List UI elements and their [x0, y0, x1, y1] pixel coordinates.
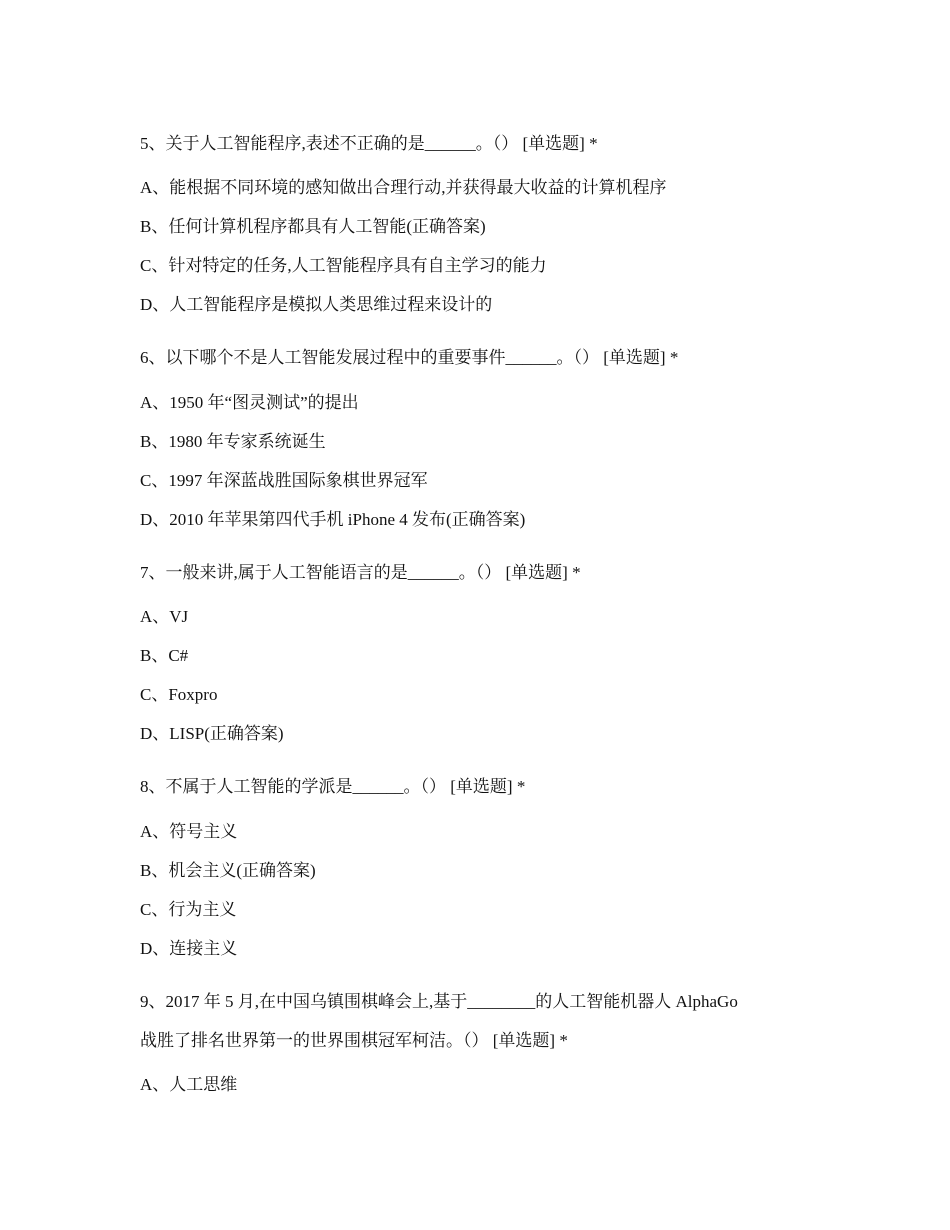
question-7-option-a: A、VJ — [140, 607, 189, 626]
question-8-option-a: A、符号主义 — [140, 822, 238, 841]
question-7-option-b: B、C# — [140, 646, 189, 665]
question-9-title-line-2: 战胜了排名世界第一的世界围棋冠军柯洁。（） [单选题] * — [140, 1031, 568, 1050]
question-5-option-c: C、针对特定的任务,人工智能程序具有自主学习的能力 — [140, 256, 547, 275]
question-8-option-c: C、行为主义 — [140, 900, 237, 919]
question-6-title: 6、以下哪个不是人工智能发展过程中的重要事件______。（） [单选题] * — [140, 348, 679, 367]
question-9-option-a: A、人工思维 — [140, 1075, 238, 1094]
question-6-option-a: A、1950 年“图灵测试”的提出 — [140, 393, 359, 412]
question-6-option-b: B、1980 年专家系统诞生 — [140, 432, 326, 451]
question-7-option-d: D、LISP(正确答案) — [140, 724, 284, 743]
question-5-title: 5、关于人工智能程序,表述不正确的是______。（） [单选题] * — [140, 134, 598, 153]
question-8-title: 8、不属于人工智能的学派是______。（） [单选题] * — [140, 777, 526, 796]
question-5-option-a: A、能根据不同环境的感知做出合理行动,并获得最大收益的计算机程序 — [140, 178, 667, 197]
question-5-option-b: B、任何计算机程序都具有人工智能(正确答案) — [140, 217, 486, 236]
question-5-option-d: D、人工智能程序是模拟人类思维过程来设计的 — [140, 295, 493, 314]
question-7-option-c: C、Foxpro — [140, 685, 218, 704]
question-9-title-line-1: 9、2017 年 5 月,在中国乌镇围棋峰会上,基于________的人工智能机器人 AlphaGo — [140, 992, 738, 1011]
question-6-option-d: D、2010 年苹果第四代手机 iPhone 4 发布(正确答案) — [140, 510, 526, 529]
question-6-option-c: C、1997 年深蓝战胜国际象棋世界冠军 — [140, 471, 428, 490]
question-7-title: 7、一般来讲,属于人工智能语言的是______。（） [单选题] * — [140, 563, 581, 582]
question-8-option-b: B、机会主义(正确答案) — [140, 861, 316, 880]
question-8-option-d: D、连接主义 — [140, 939, 238, 958]
